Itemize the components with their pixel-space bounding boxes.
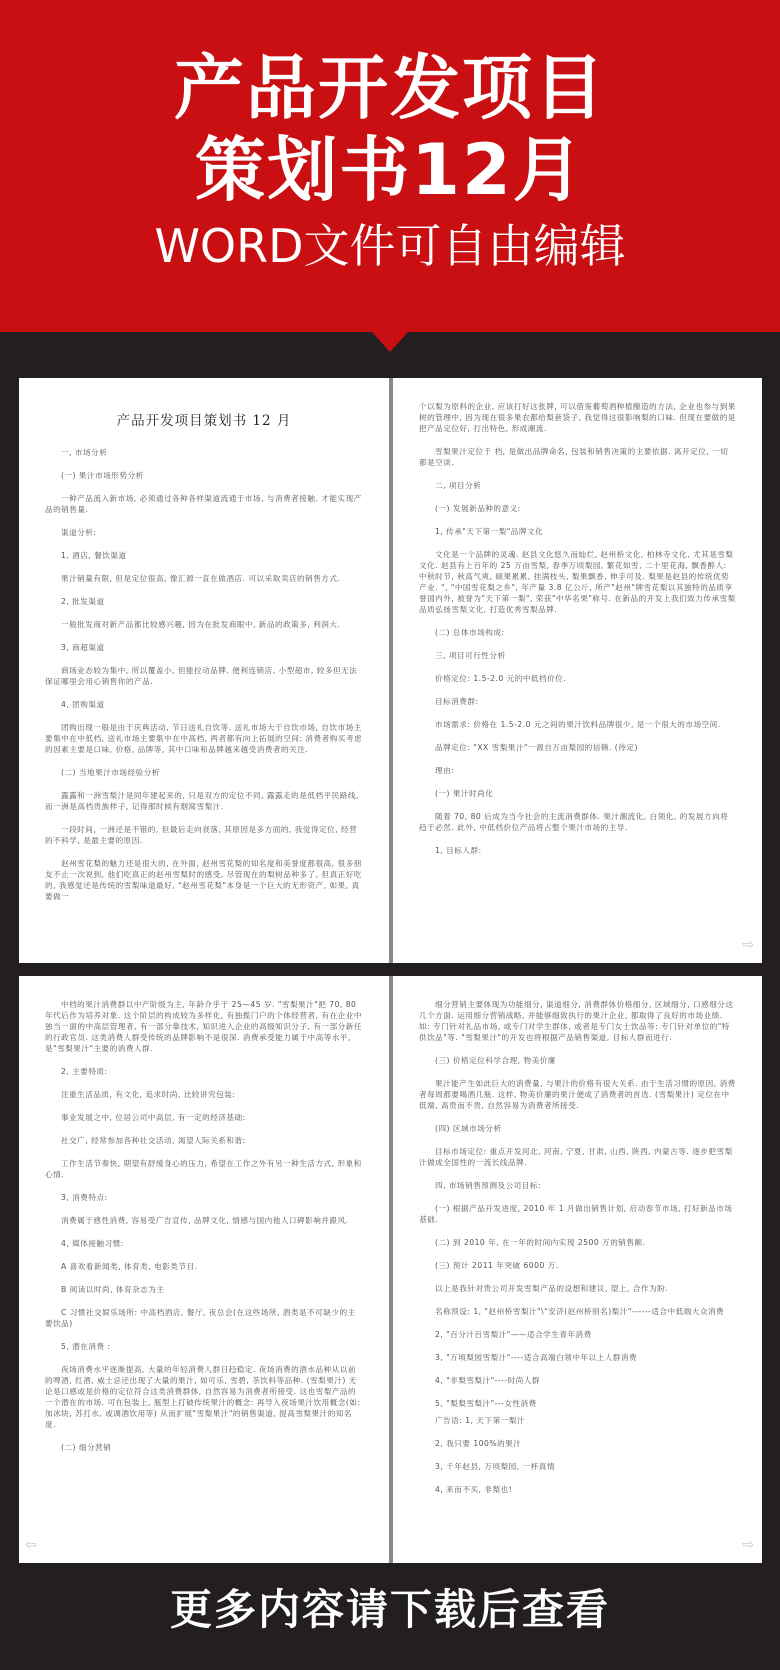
list-item: 5, "梨梨雪梨汁"---女性消费 <box>435 1399 537 1408</box>
next-page-arrow-icon[interactable]: ⇨ <box>742 1537 754 1553</box>
paragraph: A 喜欢看新闻类, 体育类, 电影类节目. <box>61 1262 198 1271</box>
paragraph: B 阅读以时尚, 体育杂志为主 <box>61 1285 165 1294</box>
list-heading: 1, 目标人群: <box>435 846 482 855</box>
list-heading: 3, 商超渠道 <box>61 643 105 652</box>
paragraph: 注重生活品质, 有文化, 追求时尚, 比较讲究包装: <box>61 1090 236 1099</box>
list-heading: 2, 主要特质: <box>61 1067 108 1076</box>
document-page-2 <box>393 378 762 963</box>
subsection-heading: (一) 果汁市场形势分析 <box>61 471 144 480</box>
paragraph: 消费属于感性消费, 容易受广告宣传, 品牌文化, 情感与国内他人口碑影响并跟风. <box>61 1216 349 1225</box>
list-item: 4, "非梨雪梨汁"----时尚人群 <box>435 1376 540 1385</box>
document-title: 产品开发项目策划书 12 月 <box>116 413 292 429</box>
list-item: 3, "万顷梨园雪梨汁"----适合高端白领中年以上人群消费 <box>435 1353 638 1362</box>
title-banner <box>0 0 780 332</box>
banner-title-line2: 策划书12月 <box>195 129 585 211</box>
paragraph: 事业发展之中, 位居公司中高层, 有一定的经济基础: <box>61 1113 246 1122</box>
list-item: 2, 我只要 100%的果汁 <box>435 1439 522 1448</box>
subsection-heading: (二) 总体市场构成: <box>435 628 505 637</box>
paragraph: 工作生活节奏快, 期望有舒缓身心的压力, 希望在工作之外有另一种生活方式, 形象和心情. <box>45 1159 362 1179</box>
document-page-3 <box>19 976 389 1563</box>
paragraph: 露露和一洲雪梨汁是同年建起来的, 只是双方的定位不同, 露露走的是低档平民路线, 而一洲是高档贵族样子, 记得那时候有烟窝雪梨汁. <box>45 791 359 811</box>
paragraph: 细分营销主要体现为功能细分, 渠道细分, 消费群体价格细分, 区域细分, 口感细分这几个方面. 运用细分营销战略, 并能够细致执行的果汁企业, 都取得了良好的市场业绩. 如: 专门针对礼品市场, 或专门对学生群体, 或者是专门女士饮品等: 专门针对单位的"特供饮品"等. "雪梨果汁"的开发也将根据产品销售渠道, 目标人群而进行. <box>419 1000 734 1042</box>
paragraph: 一般批发商对新产品都比较感兴趣, 因为在批发商眼中, 新品的政策多, 利润大. <box>61 620 341 629</box>
paragraph: 文化是一个品牌的灵魂. 赵县文化悠久而灿烂, 赵州桥文化, 柏林寺文化, 尤其是雪梨文化. 赵县有上百年的 25 万亩雪梨, 春季万顷梨园, 繁花如雪, 二十里花海, 飘香醉人: 中秋时节, 秋高气爽, 硕果累累, 挂满枝头, 梨果飘香, 伸手可及. 梨果是赵县的传统优势产业. ", "中国雪花梨之乡", 年产量 3.8 亿公斤, 所产"赵州"牌雪花梨以其独特的品质享誉国内外, 被誉为"天下第一梨", 荣获"中华名果"称号. 在新品的开发上我们致力传承雪梨品质弘扬雪梨文化, 打造优秀雪梨品牌. <box>419 550 736 614</box>
paragraph: 品牌定位: "XX 雪梨果汁"一源自万亩梨园的信赖. (待定) <box>435 743 638 752</box>
section-heading: 四, 市场销售预测及公司目标: <box>435 1181 542 1190</box>
list-item: 广告语: 1, 天下第一梨汁 <box>435 1416 525 1425</box>
list-heading: 3, 消费特点: <box>61 1193 108 1202</box>
section-heading: 二, 项目分析 <box>435 481 482 490</box>
paragraph: 渠道分析: <box>61 528 97 537</box>
subsection-heading: (三) 价格定位科学合理, 物美价廉 <box>435 1056 556 1065</box>
paragraph: 目标市场定位: 重点开发河北, 河南, 宁夏, 甘肃, 山西, 陕西, 内蒙古等. 逐步把雪梨汁做成全国性的一流长线品牌. <box>419 1147 733 1167</box>
banner-pointer-triangle <box>372 332 408 352</box>
list-item: 3, 千年赵县, 万顷梨园, 一杯真情 <box>435 1462 555 1471</box>
paragraph: 社交广, 经常参加各种社交活动, 渴望人际关系和谐: <box>61 1136 246 1145</box>
paragraph: 一种产品流入新市场, 必须通过各种各样渠道流通于市场, 与消费者接触. 才能实现产品的销售量. <box>45 494 362 514</box>
paragraph: 雪梨果汁定位于 档, 是做出品牌命名, 包装和销售决策的主要依据. 离开定位, 一切都是空谈. <box>419 447 729 467</box>
paragraph-continued: 个以梨为原料的企业, 应该打好这张牌, 可以借鉴葡萄酒种植酿造的方法, 企业也参与到果树的管理中, 因为现在很多果农都给梨套袋子, 我觉得这很影响梨的口味. 但现在要做的是把产品定位好, 打出特色, 形成潮流. <box>419 402 736 433</box>
list-item: 名称预设: 1, "赵州桥雪梨汁"\"安济(赵州桥别名)梨汁"------适合中低端大众消费 <box>435 1307 725 1316</box>
paragraph: 中档的果汁消费群以中产阶级为主, 年龄介乎于 25—45 岁. "雪梨果汁"把 70, 80 年代后作为培养对象. 这个阶层的构成较为多样化, 有独揽门户的个体经营者, 有在企业中独当一面的中高层管理者, 有一部分靠技术, 知识进入企业的高级知识分子, 有一部分新任的行政官员. 这类消费人群受传统的品牌影响不是很深. 消费承受能力属于中高等水平, 是"雪梨果汁"主要的消费人群. <box>45 1000 362 1053</box>
subsection-heading: (四) 区域市场分析 <box>435 1124 502 1133</box>
footer-download-prompt: 更多内容请下载后查看 <box>169 1585 610 1634</box>
list-heading: 5, 潜在消费 : <box>61 1342 111 1351</box>
list-heading: 2, 批发渠道 <box>61 597 105 606</box>
list-item: 2, "百分汁百雪梨汁"——适合学生青年消费 <box>435 1330 592 1339</box>
subsection-heading: (二) 细分营销 <box>61 1443 112 1452</box>
list-heading: 4, 媒体接触习惯: <box>61 1239 124 1248</box>
banner-title-line1: 产品开发项目 <box>174 47 606 129</box>
paragraph: 果汁销量有限, 但是定位很高, 像汇源一直在做酒店. 可以采取卖店的销售方式. <box>61 574 341 583</box>
document-page-4 <box>393 976 762 1563</box>
subsection-heading: (二) 当地果汁市场经验分析 <box>61 768 160 777</box>
paragraph: (三) 预计 2011 年突破 6000 万. <box>435 1261 559 1270</box>
list-heading: 4, 团购渠道 <box>61 700 105 709</box>
document-page-1 <box>19 378 389 963</box>
prev-page-arrow-icon[interactable]: ⇦ <box>25 1537 37 1553</box>
list-heading: 1, 传承"天下第一梨"品牌文化 <box>435 527 544 536</box>
paragraph: 团购出现一般是由于庆典活动, 节日送礼自饮等. 送礼市场大于自饮市场, 自饮市场主要集中在中低档, 送礼市场主要集中在中高档, 两者都有向上拓展的空间: 消费者购买考虑的因素主要是口味, 价格, 品牌等, 其中口味和品牌越来越受消费者的关注. <box>45 723 363 754</box>
paragraph: 随着 70, 80 后成为当今社会的主流消费群体. 果汁潮流化, 白领化, 的发展方向将趋于必然. 此外, 中低档价位产品将占整个果汁市场的主导. <box>419 812 729 832</box>
list-heading: 1, 酒店, 餐饮渠道 <box>61 551 127 560</box>
subsection-heading: (一) 果汁时尚化 <box>435 789 494 798</box>
paragraph: 商场业态较为集中, 所以覆盖小, 但能拉动品牌. 便利连锁店, 小型超市, 较多但无法保证哪里会用心销售你的产品. <box>45 666 358 686</box>
section-heading: 三, 项目可行性分析 <box>435 651 506 660</box>
banner-subtitle: WORD文件可自由编辑 <box>154 219 626 273</box>
paragraph: 价格定位: 1.5-2.0 元的中低档价位. <box>435 674 567 683</box>
paragraph: 以上是我针对贵公司开发雪梨产品的设想和建议, 望上, 合作为盼. <box>435 1284 669 1293</box>
next-page-arrow-icon[interactable]: ⇨ <box>742 937 754 953</box>
paragraph: (一) 根据产品开发进度, 2010 年 1 月做出销售计划, 启动春节市场, 打好新品市场基础. <box>419 1204 733 1224</box>
paragraph: 目标消费群: <box>435 697 479 706</box>
paragraph: 夜场消费水平逐渐提高, 大量的年轻消费人群日趋稳定. 夜场消费的酒水品种从以前的啤酒, 红酒, 威士忌还出现了大量的果汁, 如可乐, 雪碧, 茶饮料等品种. (雪梨果汁) 无论是口感或是价格的定位符合这类消费群体, 自然容易为消费者所接受. 这也雪梨产品的一个潜在的市场. 可在包装上, 瓶型上打破传统果汁的概念: 再导入夜场果汁饮用概念(如: 加冰块, 苏打水, 或调酒饮用等) 从而扩展"雪梨果汁"的销售渠道, 提高雪梨果汁的知名度. <box>45 1365 361 1429</box>
paragraph: (二) 到 2010 年, 在一年的时间内实现 2500 万的销售额. <box>435 1238 646 1247</box>
paragraph: 赵州雪花梨的魅力还是很大的, 在外面, 赵州雪花梨的知名度和美誉度都很高, 很多朋友不止一次说到, 他们吃真正的赵州雪梨时的感受, 尽管现在的梨树品种多了, 但真正好吃的, 我感觉还是传统的雪梨味道最好, "赵州雪花梨"本身是一个巨大的无形资产, 如果, 真要做一 <box>45 859 362 901</box>
subsection-heading: (一) 发展新品种的意义: <box>435 504 521 513</box>
paragraph: 一段时间, 一洲还是不错的, 但最后走向衰落, 其原因是多方面的, 我觉得定位, 经营的不科学, 是最主要的原因. <box>45 825 358 845</box>
paragraph: 理由: <box>435 766 455 775</box>
section-heading: 一, 市场分析 <box>61 448 108 457</box>
paragraph: 果汁能产生如此巨大的消费量, 与果汁的价格有很大关系. 由于生活习惯的原因, 消费者每周都要喝酒几瓶. 这样, 物美价廉的果汁便成了消费者的首选. (雪梨果汁) 定位在中低端, 高贵而不贵, 自然容易为消费者所接受. <box>419 1079 736 1110</box>
paragraph: C 习惯社交娱乐场所: 中高档酒店, 餐厅, 夜总会(在这些场所, 酒类是不可缺少的主要饮品) <box>45 1308 356 1328</box>
list-item: 4, 来而不买, 非梨也! <box>435 1485 513 1494</box>
paragraph: 市场需求: 价格在 1.5-2.0 元之间的果汁饮料品牌很少, 是一个很大的市场空间. <box>435 720 721 729</box>
